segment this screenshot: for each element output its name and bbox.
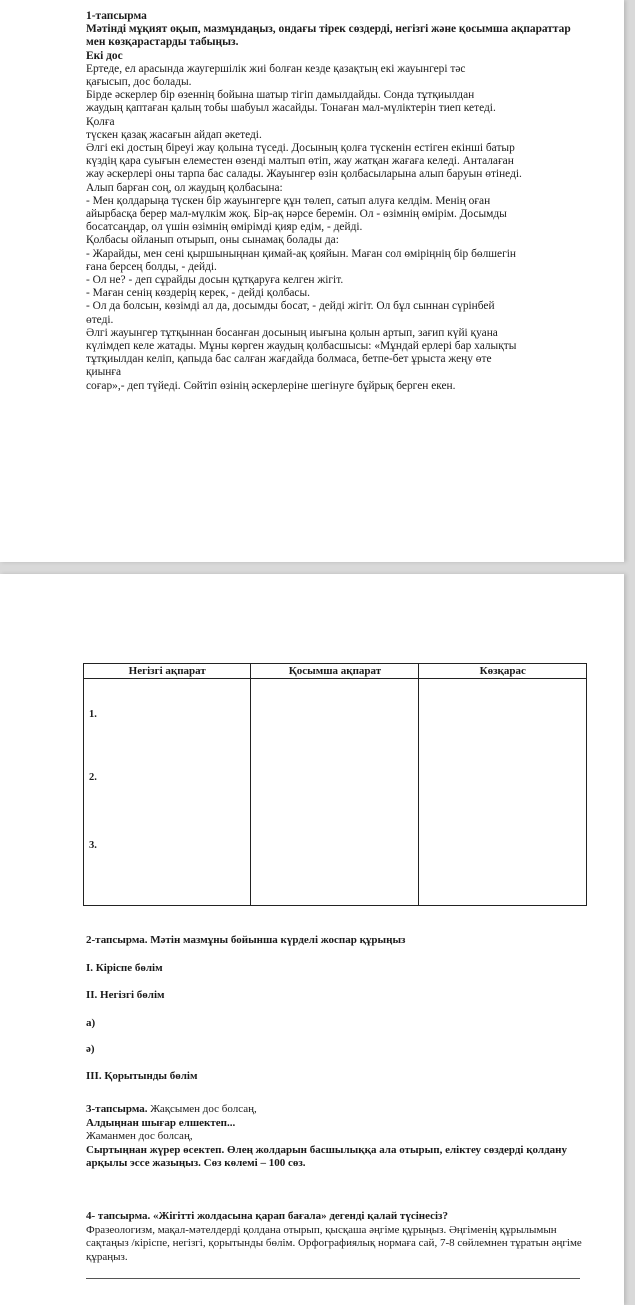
story-line: - Жарайды, мен сені қыршыныңнан қимай-ақ қояйын. Маған сол өміріңнің бір бөлшегін [86, 247, 517, 260]
task4-block [86, 1210, 591, 1264]
table-cell-main[interactable] [84, 679, 251, 906]
story-line: соғар»,- деп түйеді. Сөйтіп өзінің әскерлеріне шегінуге бұйрық берген екен. [86, 379, 456, 392]
plan-conclusion: III. Қорытынды бөлім [86, 1070, 198, 1082]
story-title: Екі дос [86, 49, 123, 62]
plan-main-a: а) [86, 1017, 96, 1029]
story-line: жау әскерлері оны тарпа бас салады. Жауынгер өзін қолбасыларына алып баруын өтінеді. [86, 168, 522, 181]
story-line: күлімдеп келе жатады. Мұны көрген жаудың қолбасшысы: «Мұндай ерлері бар халықты [86, 340, 517, 353]
poem-line-1: Жақсымен дос болсаң, [150, 1103, 257, 1115]
col-header-main-info: Негізгі ақпарат [84, 664, 251, 679]
info-table [83, 663, 587, 906]
story-line: Алып барған соң, ол жаудың қолбасына: [86, 181, 283, 194]
story-line: тұтқиылдан келіп, қапыда бас салған жағдайда болмаса, бетпе-бет ұрыста жеңу өте [86, 353, 492, 366]
plan-main-ae: ә) [86, 1043, 95, 1055]
table-cell-viewpoint[interactable] [419, 679, 587, 906]
plan-intro: I. Кіріспе бөлім [86, 962, 163, 974]
col-header-viewpoint: Көзқарас [419, 664, 587, 679]
task4-text: Фразеологизм, мақал-мәтелдерді қолдана отырып, қысқаша әңгіме құрыңыз. Әңгіменің құрылымын сақтаңыз /кіріспе, негізгі, қорытынды бөлім. Орфографиялық нормаға сай, 7-8 сөйлемнен тұратын әңгіме құраңыз. [86, 1223, 582, 1263]
story-line: Бірде әскерлер бір өзеннің бойына шатыр тігіп дамылдайды. Сонда тұтқиылдан [86, 89, 475, 102]
answer-line[interactable] [86, 1278, 580, 1279]
task3-label: 3-тапсырма. [86, 1103, 148, 1115]
story-line: - Ол да болсын, көзімді ал да, досымды босат, - дейді жігіт. Ол бұл сыннан сүрінбей [86, 300, 495, 313]
task1-instruction: Мәтінді мұқият оқып, мазмұндаңыз, ондағы тірек сөздерді, негізгі және қосымша ақпараттар мен көзқарастарды табыңыз. [86, 23, 571, 49]
story-line: ғана берсең болды, - дейді. [86, 260, 217, 273]
row-number-1: 1. [89, 709, 97, 720]
task2-heading: 2-тапсырма. Мәтін мазмұны бойынша күрделі жоспар құрыңыз [86, 934, 406, 946]
story-line: қиынға [86, 366, 122, 379]
story-line: - Маған сенің көздерің керек, - дейді қолбасы. [86, 287, 310, 300]
story-line: босатсаңдар, ол үшін өзімнің өмірімді қияр едім, - дейді. [86, 221, 363, 234]
table-cell-extra[interactable] [251, 679, 419, 906]
task4-question: «Жігітті жолдасына қарап бағала» дегенді қалай түсінесіз? [152, 1210, 448, 1222]
poem-line-2: Алдыңнан шығар елшектеп... [86, 1116, 236, 1129]
story-line: Қолбасы ойланып отырып, оны сынамақ болады да: [86, 234, 339, 247]
story-line: айырбасқа берер мал-мүлкім жоқ. Бір-ақ нәрсе беремін. Ол - өзімнің өмірім. Досымды [86, 208, 507, 221]
task3-block [86, 1103, 591, 1171]
story-line: Ертеде, ел арасында жаугершілік жиі болған кезде қазақтың екі жауынгері тәс [86, 62, 466, 75]
row-number-3: 3. [89, 840, 97, 851]
story-line: Қолға [86, 115, 115, 128]
plan-main: II. Негізгі бөлім [86, 989, 165, 1001]
story-line: өтеді. [86, 313, 114, 326]
task3-text: Сыртыңнан жүрер өсектеп. Өлең жолдарын басшылыққа ала отырып, еліктеу сөздерді қолдану арқылы эссе жазыңыз. Сөз көлемі – 100 сөз. [86, 1143, 567, 1169]
story-line: жаудың қаптаған қалың тобы шабуыл жасайды. Тонаған мал-мүліктерін тиеп кетеді. [86, 102, 496, 115]
row-number-2: 2. [89, 772, 97, 783]
task1-block [86, 10, 586, 393]
col-header-extra-info: Қосымша ақпарат [251, 664, 419, 679]
story-line: Әлгі жауынгер тұтқыннан босанған досының иығына қолын артып, зағип күйі қуана [86, 326, 498, 339]
story-line: - Ол не? - деп сұрайды досын құтқаруға келген жігіт. [86, 274, 344, 287]
story-line: түскен қазақ жасағын айдап әкетеді. [86, 128, 262, 141]
task4-label: 4- тапсырма. [86, 1210, 151, 1222]
poem-line-3: Жаманмен дос болсаң, [86, 1130, 193, 1142]
story-line: - Мен қолдарыңа түскен бір жауынгерге құн төлеп, сатып алуға келдім. Менің оған [86, 194, 491, 207]
story-text [86, 63, 586, 393]
story-line: күздің қара суығын елеместен өзенді малтып өтіп, жау жатқан жағаға келеді. Анталаған [86, 155, 514, 168]
page-one [0, 0, 624, 562]
task1-heading: 1-тапсырма [86, 10, 147, 22]
story-line: Әлгі екі достың біреуі жау қолына түседі. Досының қолға түскенін естіген екінші батыр [86, 142, 515, 155]
story-line: қағысып, дос болады. [86, 76, 192, 89]
